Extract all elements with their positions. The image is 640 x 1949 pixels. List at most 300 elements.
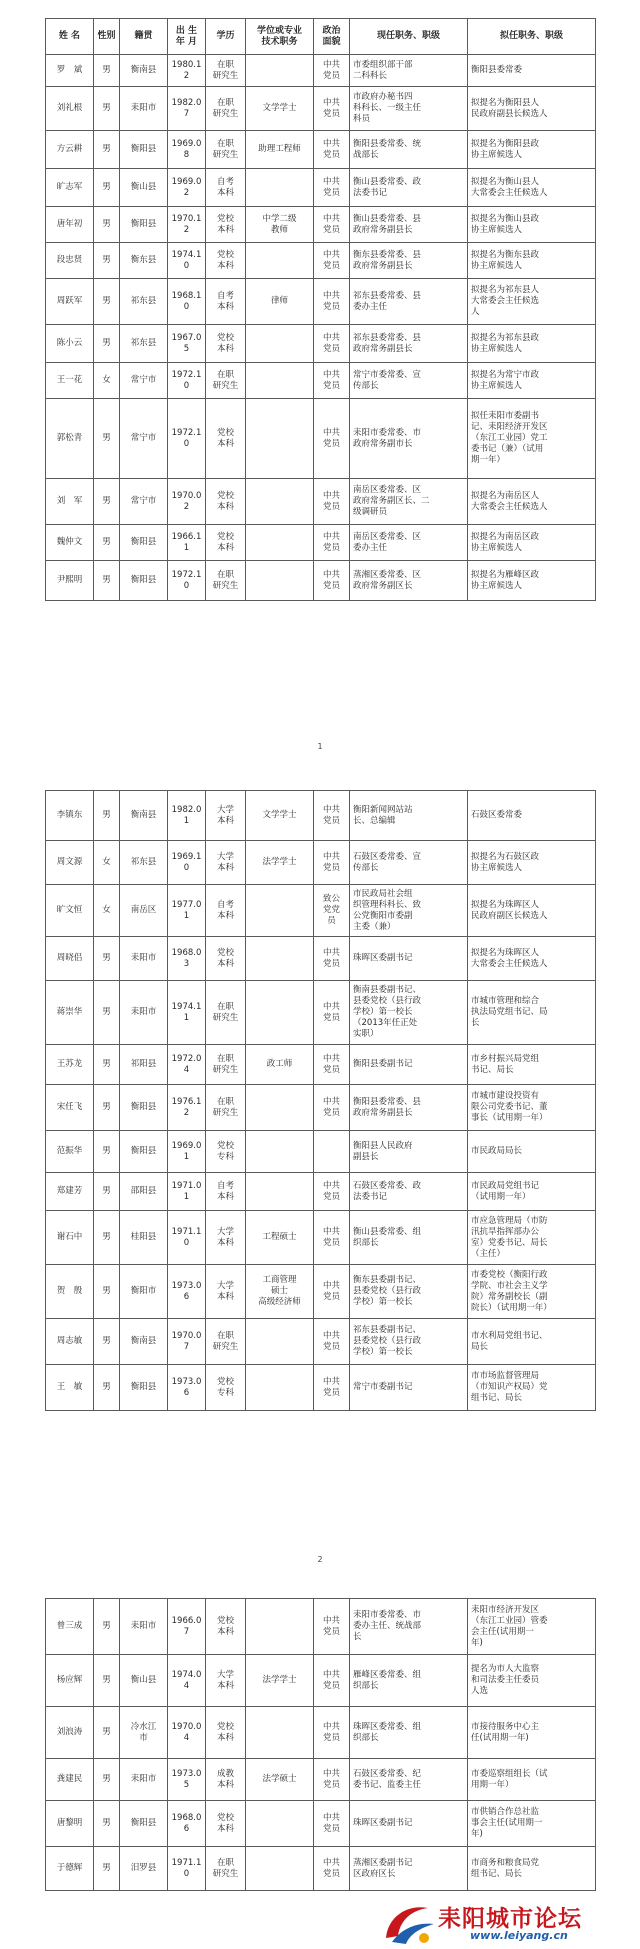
- swirl-logo-icon: [378, 1898, 440, 1949]
- cell-name: 王一花: [46, 363, 94, 399]
- cell-gender: 男: [94, 1655, 120, 1707]
- table-row: [46, 937, 596, 981]
- table-row: [46, 1847, 596, 1891]
- cell-gender: 男: [94, 1173, 120, 1211]
- cell-name: 龚建民: [46, 1759, 94, 1801]
- cell-proposed: 拟提名为衡阳县政 协主席候选人: [468, 131, 596, 169]
- cell-party: 中共 党员: [314, 841, 350, 885]
- cell-degree: 助理工程师: [246, 131, 314, 169]
- cell-proposed: 拟提名为南岳区政 协主席候选人: [468, 525, 596, 561]
- cell-degree: [246, 399, 314, 479]
- cell-education: 自考 本科: [206, 279, 246, 325]
- cell-party: 中共 党员: [314, 1707, 350, 1759]
- cell-current: 衡东县委副书记、 县委党校（县行政 学校）第一校长: [350, 1265, 468, 1319]
- cell-education: 自考 本科: [206, 169, 246, 207]
- cell-origin: 常宁市: [120, 479, 168, 525]
- cell-education: 大学 本科: [206, 841, 246, 885]
- cell-name: 蒋崇华: [46, 981, 94, 1045]
- cell-gender: 男: [94, 131, 120, 169]
- cell-degree: 工商管理 硕士 高级经济师: [246, 1265, 314, 1319]
- page-1: [45, 18, 595, 601]
- cell-name: 刘礼根: [46, 87, 94, 131]
- cell-proposed: 拟提名为衡山县人 大常委会主任候选人: [468, 169, 596, 207]
- cell-proposed: 市商务和粮食局党 组书记、局长: [468, 1847, 596, 1891]
- cell-education: 自考 本科: [206, 885, 246, 937]
- cell-name: 陈小云: [46, 325, 94, 363]
- cell-gender: 男: [94, 1211, 120, 1265]
- cell-origin: 耒阳市: [120, 1759, 168, 1801]
- table-row: [46, 1085, 596, 1131]
- cell-birth: 1974.04: [168, 1655, 206, 1707]
- cell-party: 中共 党员: [314, 363, 350, 399]
- cell-party: 中共 党员: [314, 1599, 350, 1655]
- cell-name: 曾三成: [46, 1599, 94, 1655]
- cell-current: 衡阳新闻网站站 长、总编辑: [350, 791, 468, 841]
- table-row: [46, 1801, 596, 1847]
- cell-origin: 耒阳市: [120, 981, 168, 1045]
- table-row: [46, 243, 596, 279]
- cell-proposed: 市城市建设投资有 限公司党委书记、董 事长（试用期一年）: [468, 1085, 596, 1131]
- cell-origin: 衡阳县: [120, 1801, 168, 1847]
- cell-name: 罗 斌: [46, 55, 94, 87]
- cell-proposed: 市乡村振兴局党组 书记、局长: [468, 1045, 596, 1085]
- cell-party: 中共 党员: [314, 1319, 350, 1365]
- cell-origin: 衡阳市: [120, 1265, 168, 1319]
- cell-gender: 男: [94, 561, 120, 601]
- cell-gender: 男: [94, 87, 120, 131]
- cell-proposed: 拟提名为珠晖区人 大常委会主任候选人: [468, 937, 596, 981]
- cell-current: 珠晖区委常委、组 织部长: [350, 1707, 468, 1759]
- table-row: [46, 1319, 596, 1365]
- cell-birth: 1980.12: [168, 55, 206, 87]
- cell-origin: 耒阳市: [120, 937, 168, 981]
- table-row: [46, 1655, 596, 1707]
- cell-gender: 男: [94, 1365, 120, 1411]
- cell-origin: 常宁市: [120, 399, 168, 479]
- cell-degree: 文学学士: [246, 791, 314, 841]
- cell-gender: 男: [94, 279, 120, 325]
- cell-degree: [246, 1173, 314, 1211]
- cell-proposed: 市城市管理和综合 执法局党组书记、局 长: [468, 981, 596, 1045]
- cell-degree: [246, 937, 314, 981]
- header-proposed: 拟任职务、职级: [468, 19, 596, 55]
- cell-education: 在职 研究生: [206, 981, 246, 1045]
- cell-current: 衡东县委常委、县 政府常务副县长: [350, 243, 468, 279]
- cell-party: 中共 党员: [314, 207, 350, 243]
- cell-current: 南岳区委常委、区 政府常务副区长、二 级调研员: [350, 479, 468, 525]
- cell-birth: 1969.02: [168, 169, 206, 207]
- cell-proposed: 拟提名为衡东县政 协主席候选人: [468, 243, 596, 279]
- cell-degree: [246, 525, 314, 561]
- cell-gender: 男: [94, 1045, 120, 1085]
- cell-proposed: 市供销合作总社监 事会主任(试用期一 年): [468, 1801, 596, 1847]
- cell-proposed: 市接待服务中心主 任(试用期一年): [468, 1707, 596, 1759]
- cell-education: 党校 本科: [206, 1599, 246, 1655]
- cell-birth: 1972.10: [168, 561, 206, 601]
- cell-name: 魏仲文: [46, 525, 94, 561]
- cell-education: 党校 本科: [206, 243, 246, 279]
- cell-party: 中共 党员: [314, 981, 350, 1045]
- cell-origin: 常宁市: [120, 363, 168, 399]
- cell-education: 大学 本科: [206, 1211, 246, 1265]
- cell-gender: 男: [94, 937, 120, 981]
- cell-party: 中共 党员: [314, 561, 350, 601]
- cell-birth: 1966.07: [168, 1599, 206, 1655]
- cell-proposed: 市委党校（衡阳行政 学院、市社会主义学 院）常务副校长（副 院长）（试用期一年）: [468, 1265, 596, 1319]
- cell-degree: 中学二级 教师: [246, 207, 314, 243]
- cell-degree: 文学学士: [246, 87, 314, 131]
- cell-education: 党校 本科: [206, 1707, 246, 1759]
- cell-origin: 衡山县: [120, 169, 168, 207]
- cell-origin: 耒阳市: [120, 1599, 168, 1655]
- cell-degree: 法学硕士: [246, 1759, 314, 1801]
- cell-name: 周晓侣: [46, 937, 94, 981]
- cell-current: 衡阳县委常委、县 政府常务副县长: [350, 1085, 468, 1131]
- cell-party: 中共 党员: [314, 1085, 350, 1131]
- cell-proposed: 石鼓区委常委: [468, 791, 596, 841]
- cell-education: 成教 本科: [206, 1759, 246, 1801]
- cell-party: 中共 党员: [314, 1173, 350, 1211]
- cell-birth: 1971.10: [168, 1211, 206, 1265]
- cell-birth: 1972.10: [168, 399, 206, 479]
- cell-education: 党校 专科: [206, 1131, 246, 1173]
- cell-birth: 1969.08: [168, 131, 206, 169]
- cadre-table-page-1: [45, 18, 596, 601]
- cell-current: 蒸湘区委常委、区 政府常务副区长: [350, 561, 468, 601]
- cell-name: 刘浪涛: [46, 1707, 94, 1759]
- cell-origin: 衡阳县: [120, 207, 168, 243]
- cell-origin: 桂阳县: [120, 1211, 168, 1265]
- cell-current: 常宁市委副书记: [350, 1365, 468, 1411]
- table-row: [46, 363, 596, 399]
- cell-current: 市民政局社会组 织管理科科长、致 公党衡阳市委副 主委（兼）: [350, 885, 468, 937]
- cell-degree: 律师: [246, 279, 314, 325]
- cell-current: 耒阳市委常委、市 委办主任、统战部 长: [350, 1599, 468, 1655]
- cell-party: 中共 党员: [314, 1847, 350, 1891]
- table-row: [46, 1173, 596, 1211]
- cell-party: 中共 党员: [314, 791, 350, 841]
- cell-education: 党校 本科: [206, 479, 246, 525]
- cell-degree: [246, 1131, 314, 1173]
- cell-origin: 衡阳县: [120, 525, 168, 561]
- cell-name: 贺 殷: [46, 1265, 94, 1319]
- cell-party: 中共 党员: [314, 1265, 350, 1319]
- header-name: 姓 名: [46, 19, 94, 55]
- cell-origin: 祁东县: [120, 841, 168, 885]
- cell-current: 南岳区委常委、区 委办主任: [350, 525, 468, 561]
- cell-education: 党校 本科: [206, 525, 246, 561]
- cell-proposed: 拟提名为祁东县人 大常委会主任候选 人: [468, 279, 596, 325]
- table-row: [46, 561, 596, 601]
- cell-name: 段忠贤: [46, 243, 94, 279]
- cell-education: 大学 本科: [206, 1655, 246, 1707]
- cell-current: 石鼓区委常委、政 法委书记: [350, 1173, 468, 1211]
- table-row: [46, 479, 596, 525]
- table-row: [46, 885, 596, 937]
- table-body: [46, 1599, 596, 1891]
- cell-education: 党校 本科: [206, 325, 246, 363]
- table-row: [46, 399, 596, 479]
- cadre-table-page-2: [45, 790, 596, 1411]
- cadre-table-page-3: [45, 1598, 596, 1891]
- table-row: [46, 55, 596, 87]
- cell-current: 常宁市委常委、宣 传部长: [350, 363, 468, 399]
- cell-party: 中共 党员: [314, 279, 350, 325]
- table-row: [46, 279, 596, 325]
- cell-degree: [246, 1707, 314, 1759]
- cell-education: 在职 研究生: [206, 131, 246, 169]
- cell-gender: 男: [94, 1847, 120, 1891]
- cell-birth: 1970.07: [168, 1319, 206, 1365]
- cell-party: 中共 党员: [314, 399, 350, 479]
- cell-degree: [246, 1599, 314, 1655]
- cell-proposed: 拟提名为衡山县政 协主席候选人: [468, 207, 596, 243]
- site-name: 耒阳城市论坛: [438, 1905, 582, 1932]
- cell-proposed: 衡阳县委常委: [468, 55, 596, 87]
- cell-education: 党校 本科: [206, 207, 246, 243]
- cell-education: 在职 研究生: [206, 1085, 246, 1131]
- cell-proposed: 市应急管理局（市防 汛抗旱指挥部办公 室）党委书记、局长 （主任）: [468, 1211, 596, 1265]
- cell-name: 周文源: [46, 841, 94, 885]
- cell-proposed: 拟任耒阳市委副书 记、耒阳经济开发区 （东江工业园）党工 委书记（兼）（试用 期一年）: [468, 399, 596, 479]
- cell-name: 宋任飞: [46, 1085, 94, 1131]
- cell-birth: 1972.04: [168, 1045, 206, 1085]
- cell-name: 周志敏: [46, 1319, 94, 1365]
- cell-gender: 女: [94, 841, 120, 885]
- cell-education: 在职 研究生: [206, 1045, 246, 1085]
- cell-party: 中共 党员: [314, 479, 350, 525]
- cell-origin: 衡阳县: [120, 1085, 168, 1131]
- cell-gender: 男: [94, 1707, 120, 1759]
- cell-party: 中共 党员: [314, 87, 350, 131]
- cell-current: 衡南县委副书记、 县委党校（县行政 学校）第一校长 （2013年任正处 实职）: [350, 981, 468, 1045]
- cell-party: 中共 党员: [314, 1045, 350, 1085]
- cell-current: 石鼓区委常委、宣 传部长: [350, 841, 468, 885]
- cell-degree: [246, 981, 314, 1045]
- cell-party: 中共 党员: [314, 169, 350, 207]
- cell-party: 中共 党员: [314, 1759, 350, 1801]
- cell-gender: 男: [94, 169, 120, 207]
- cell-current: 祁东县委副书记、 县委党校（县行政 学校）第一校长: [350, 1319, 468, 1365]
- header-party: 政治 面貌: [314, 19, 350, 55]
- cell-education: 在职 研究生: [206, 1319, 246, 1365]
- cell-current: 市政府办秘书四 科科长、一级主任 科员: [350, 87, 468, 131]
- header-current: 现任职务、职级: [350, 19, 468, 55]
- cell-origin: 衡阳县: [120, 1131, 168, 1173]
- cell-name: 方云耕: [46, 131, 94, 169]
- cell-current: 衡阳县委常委、统 战部长: [350, 131, 468, 169]
- cell-degree: 法学学士: [246, 1655, 314, 1707]
- table-row: [46, 131, 596, 169]
- cell-birth: 1972.10: [168, 363, 206, 399]
- cell-gender: 男: [94, 1085, 120, 1131]
- cell-name: 王苏龙: [46, 1045, 94, 1085]
- cell-gender: 男: [94, 981, 120, 1045]
- cell-birth: 1970.02: [168, 479, 206, 525]
- header-degree: 学位或专业 技术职务: [246, 19, 314, 55]
- cell-birth: 1974.11: [168, 981, 206, 1045]
- cell-name: 唐年初: [46, 207, 94, 243]
- cell-degree: [246, 561, 314, 601]
- cell-name: 刘 军: [46, 479, 94, 525]
- cell-name: 旷志军: [46, 169, 94, 207]
- cell-birth: 1982.01: [168, 791, 206, 841]
- cell-birth: 1970.04: [168, 1707, 206, 1759]
- cell-origin: 衡阳县: [120, 561, 168, 601]
- cell-degree: [246, 169, 314, 207]
- cell-birth: 1971.10: [168, 1847, 206, 1891]
- cell-proposed: 市委巡察组组长（试 用期一年）: [468, 1759, 596, 1801]
- cell-origin: 衡南县: [120, 791, 168, 841]
- cell-degree: [246, 363, 314, 399]
- cell-party: 中共 党员: [314, 55, 350, 87]
- cell-birth: 1968.03: [168, 937, 206, 981]
- table-row: [46, 1131, 596, 1173]
- cell-degree: [246, 55, 314, 87]
- cell-party: 中共 党员: [314, 525, 350, 561]
- table-body: [46, 55, 596, 601]
- cell-name: 郭松青: [46, 399, 94, 479]
- cell-gender: 男: [94, 55, 120, 87]
- cell-birth: 1968.10: [168, 279, 206, 325]
- table-row: [46, 1759, 596, 1801]
- cell-gender: 男: [94, 1599, 120, 1655]
- cell-degree: [246, 1847, 314, 1891]
- header-education: 学历: [206, 19, 246, 55]
- cell-proposed: 耒阳市经济开发区 （东江工业园）管委 会主任(试用期一 年): [468, 1599, 596, 1655]
- cell-gender: 男: [94, 1801, 120, 1847]
- cell-party: 中共 党员: [314, 243, 350, 279]
- table-row: [46, 841, 596, 885]
- cell-birth: 1967.05: [168, 325, 206, 363]
- cell-birth: 1977.01: [168, 885, 206, 937]
- cell-birth: 1973.05: [168, 1759, 206, 1801]
- cell-education: 大学 本科: [206, 1265, 246, 1319]
- cell-degree: 政工师: [246, 1045, 314, 1085]
- cell-current: 石鼓区委常委、纪 委书记、监委主任: [350, 1759, 468, 1801]
- cell-name: 周跃军: [46, 279, 94, 325]
- cell-education: 党校 专科: [206, 1365, 246, 1411]
- table-row: [46, 981, 596, 1045]
- cell-origin: 衡阳县: [120, 131, 168, 169]
- table-header-row: [46, 19, 596, 55]
- cell-name: 郑建芳: [46, 1173, 94, 1211]
- cell-birth: 1970.12: [168, 207, 206, 243]
- cell-name: 谢石中: [46, 1211, 94, 1265]
- site-url: www.leiyang.cn: [470, 1929, 568, 1942]
- cell-degree: [246, 243, 314, 279]
- site-watermark: [378, 1898, 640, 1949]
- cell-name: 范振华: [46, 1131, 94, 1173]
- table-row: [46, 1365, 596, 1411]
- cell-proposed: 市市场监督管理局 （市知识产权局）党 组书记、局长: [468, 1365, 596, 1411]
- table-row: [46, 1211, 596, 1265]
- cell-education: 大学 本科: [206, 791, 246, 841]
- table-row: [46, 1265, 596, 1319]
- cell-gender: 女: [94, 885, 120, 937]
- cell-current: 耒阳市委常委、市 政府常务副市长: [350, 399, 468, 479]
- table-row: [46, 87, 596, 131]
- cell-education: 在职 研究生: [206, 87, 246, 131]
- cell-name: 李镇东: [46, 791, 94, 841]
- cell-proposed: 拟提名为衡阳县人 民政府副县长候选人: [468, 87, 596, 131]
- cell-gender: 男: [94, 325, 120, 363]
- cell-gender: 男: [94, 399, 120, 479]
- table-row: [46, 1045, 596, 1085]
- cell-current: 衡山县委常委、政 法委书记: [350, 169, 468, 207]
- cell-origin: 冷水江 市: [120, 1707, 168, 1759]
- cell-birth: 1966.11: [168, 525, 206, 561]
- cell-party: 致公 党党 员: [314, 885, 350, 937]
- cell-education: 党校 本科: [206, 1801, 246, 1847]
- cell-party: 中共 党员: [314, 131, 350, 169]
- cell-degree: 工程硕士: [246, 1211, 314, 1265]
- cell-proposed: 提名为市人大监察 和司法委主任委员 人选: [468, 1655, 596, 1707]
- page-2: [45, 790, 595, 1411]
- cell-name: 旷文恒: [46, 885, 94, 937]
- cell-education: 自考 本科: [206, 1173, 246, 1211]
- cell-name: 杨应辉: [46, 1655, 94, 1707]
- cell-proposed: 拟提名为祁东县政 协主席候选人: [468, 325, 596, 363]
- cell-party: 中共 党员: [314, 1801, 350, 1847]
- cell-degree: [246, 1085, 314, 1131]
- cell-name: 王 敏: [46, 1365, 94, 1411]
- cell-party: 中共 党员: [314, 1655, 350, 1707]
- cell-current: 祁东县委常委、县 委办主任: [350, 279, 468, 325]
- cell-degree: [246, 325, 314, 363]
- cell-party: 中共 党员: [314, 325, 350, 363]
- cell-proposed: 市水利局党组书记、 局长: [468, 1319, 596, 1365]
- cell-origin: 衡南县: [120, 1319, 168, 1365]
- cell-gender: 男: [94, 207, 120, 243]
- cell-current: 祁东县委常委、县 政府常务副县长: [350, 325, 468, 363]
- cell-education: 在职 研究生: [206, 1847, 246, 1891]
- cell-name: 尹熙明: [46, 561, 94, 601]
- cell-party: 中共 党员: [314, 1365, 350, 1411]
- cell-current: 衡阳县委副书记: [350, 1045, 468, 1085]
- header-origin: 籍贯: [120, 19, 168, 55]
- cell-birth: 1969.10: [168, 841, 206, 885]
- cell-proposed: 拟提名为雁峰区政 协主席候选人: [468, 561, 596, 601]
- cell-origin: 衡东县: [120, 243, 168, 279]
- table-row: [46, 169, 596, 207]
- table-row: [46, 325, 596, 363]
- cell-current: 市委组织部干部 二科科长: [350, 55, 468, 87]
- page-number: 2: [317, 1555, 323, 1564]
- cell-origin: 衡南县: [120, 55, 168, 87]
- cell-origin: 南岳区: [120, 885, 168, 937]
- cell-party: 中共 党员: [314, 1211, 350, 1265]
- cell-gender: 女: [94, 363, 120, 399]
- cell-current: 衡山县委常委、组 织部长: [350, 1211, 468, 1265]
- cell-gender: 男: [94, 1759, 120, 1801]
- cell-current: 雁峰区委常委、组 织部长: [350, 1655, 468, 1707]
- cell-origin: 祁东县: [120, 279, 168, 325]
- cell-proposed: 拟提名为石鼓区政 协主席候选人: [468, 841, 596, 885]
- cell-degree: [246, 885, 314, 937]
- cell-degree: [246, 1365, 314, 1411]
- cell-name: 于德辉: [46, 1847, 94, 1891]
- cell-gender: 男: [94, 525, 120, 561]
- cell-education: 党校 本科: [206, 937, 246, 981]
- cell-name: 唐黎明: [46, 1801, 94, 1847]
- cell-proposed: 市民政局党组书记 （试用期一年）: [468, 1173, 596, 1211]
- cell-gender: 男: [94, 479, 120, 525]
- cell-birth: 1969.01: [168, 1131, 206, 1173]
- cell-current: 衡阳县人民政府 副县长: [350, 1131, 468, 1173]
- page-number: 1: [317, 742, 323, 751]
- cell-birth: 1974.10: [168, 243, 206, 279]
